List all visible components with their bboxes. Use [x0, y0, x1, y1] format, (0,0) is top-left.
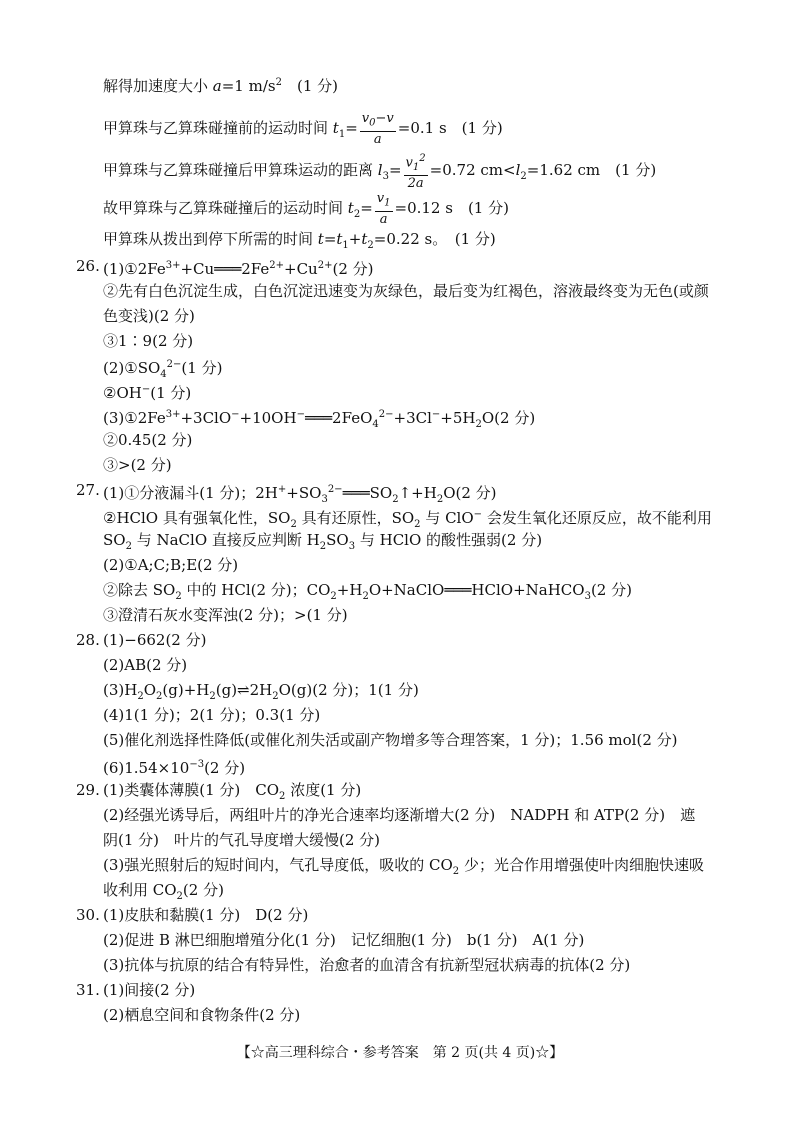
line-text: $(3)①2Fe^{3+}+3ClO^-+10OH^-═══2FeO_4^{2-}+3Cl^-+5H_2O(2$ 分) — [103, 409, 536, 430]
line-text: ③>(2 分) — [103, 456, 172, 474]
question-number: 27. — [76, 481, 100, 499]
fraction: $\frac{v_1}{a}$ — [376, 191, 391, 227]
line-text: (1)间接(2 分) — [103, 981, 196, 999]
line-text: (1)①分液漏斗(1 分)；$2H^++SO_3^{2-}═══SO_2↑+H_2O(2$ 分) — [103, 484, 497, 505]
line-text: 甲算珠与乙算珠碰撞后甲算珠运动的距离 $l_3=$ $\frac{v_1^2}{2a}$ =0.72 $cm<l_2=1.62$ cm (1 分) — [103, 153, 657, 191]
line-text: ②先有白色沉淀生成，白色沉淀迅速变为灰绿色，最后变为红褐色，溶液最终变为无色(或颜 — [103, 282, 709, 300]
line-text: (2)栖息空间和食物条件(2 分) — [103, 1006, 301, 1024]
line-text: ③澄清石灰水变浑浊(2 分)；>(1 分) — [103, 606, 348, 624]
question-number: 30. — [76, 906, 100, 924]
line-text: (2)促进 B 淋巴细胞增殖分化(1 分) 记忆细胞(1 分) b(1 分) A(1 分) — [103, 931, 585, 949]
question-number: 28. — [76, 631, 100, 649]
line-text: 甲算珠从拨出到停下所需的时间 $t=t_1+t_2=0.22$ s。 (1 分) — [103, 230, 496, 251]
page-footer: 【☆高三理科综合・参考答案 第 2 页(共 4 页)☆】 — [236, 1045, 564, 1061]
question-number: 26. — [76, 257, 100, 275]
line-text: (3)抗体与抗原的结合有特异性，治愈者的血清含有抗新型冠状病毒的抗体(2 分) — [103, 956, 631, 974]
question-number: 31. — [76, 981, 100, 999]
line-text: ②OH−(1 分) — [103, 384, 192, 402]
line-text: ②0.45(2 分) — [103, 431, 193, 449]
line-text: $(2)①SO_4^{2-}(1$ 分) — [103, 359, 223, 380]
line-text: 收利用 $CO_2(2$ 分) — [103, 881, 224, 902]
line-text: ②除去 $SO_2$ 中的 HCl(2 分)；$CO_2+H_2O+NaClO═══HClO+NaHCO_3(2$ 分) — [103, 581, 632, 602]
line-text: $(3)H_2O_2(g)+H_2(g)\rightleftharpoons 2H_2O(g)(2$ 分)；1(1 分) — [103, 681, 419, 702]
line-text: $(6)1.54\times 10^{-3}(2$ 分) — [103, 759, 246, 777]
fraction: $\frac{v_0-v}{a}$ — [361, 111, 394, 147]
question-number: 29. — [76, 781, 100, 799]
line-text: $SO_2$ 与 NaClO 直接反应判断 $H_2SO_3$ 与 HClO 的酸性强弱(2 分) — [103, 531, 543, 552]
fraction: $\frac{v_1^2}{2a}$ — [405, 153, 426, 191]
line-text: (2)AB(2 分) — [103, 656, 188, 674]
line-text: 解得加速度大小 a=1 $m/s^2$ (1 分) — [103, 77, 339, 95]
line-text: (2)经强光诱导后，两组叶片的净光合速率均逐渐增大(2 分) NADPH 和 ATP(2 分) 遮 — [103, 806, 696, 824]
line-text: (1)皮肤和黏膜(1 分) D(2 分) — [103, 906, 309, 924]
line-text: 故甲算珠与乙算珠碰撞后的运动时间 $t_2=$ $\frac{v_1}{a}$ =0.12 s (1 分) — [103, 191, 509, 227]
line-text: (1)−662(2 分) — [103, 631, 207, 649]
line-text: (5)催化剂选择性降低(或催化剂失活或副产物增多等合理答案，1 分)；1.56 mol(2 分) — [103, 731, 678, 749]
line-text: ③1∶9(2 分) — [103, 332, 194, 350]
line-text: 甲算珠与乙算珠碰撞前的运动时间 $t_1=$ $\frac{v_0-v}{a}$ =0.1 s (1 分) — [103, 111, 503, 147]
line-text: (2)①A;C;B;E(2 分) — [103, 556, 239, 574]
line-text: (4)1(1 分)；2(1 分)；0.3(1 分) — [103, 706, 321, 724]
line-text: 阴(1 分) 叶片的气孔导度增大缓慢(2 分) — [103, 831, 381, 849]
line-text: $(1)①2Fe^{3+}+Cu═══2Fe^{2+}+Cu^{2+}(2$ 分) — [103, 260, 374, 278]
line-text: 色变浅)(2 分) — [103, 307, 195, 325]
line-text: ②HClO 具有强氧化性，$SO_2$ 具有还原性，$SO_2$ 与 ClO− 会发生氧化还原反应，故不能利用 — [103, 509, 712, 530]
line-text: (1)类囊体薄膜(1 分) $CO_2$ 浓度(1 分) — [103, 781, 362, 802]
line-text: (3)强光照射后的短时间内，气孔导度低，吸收的 $CO_2$ 少；光合作用增强使叶肉细胞快速吸 — [103, 856, 704, 877]
